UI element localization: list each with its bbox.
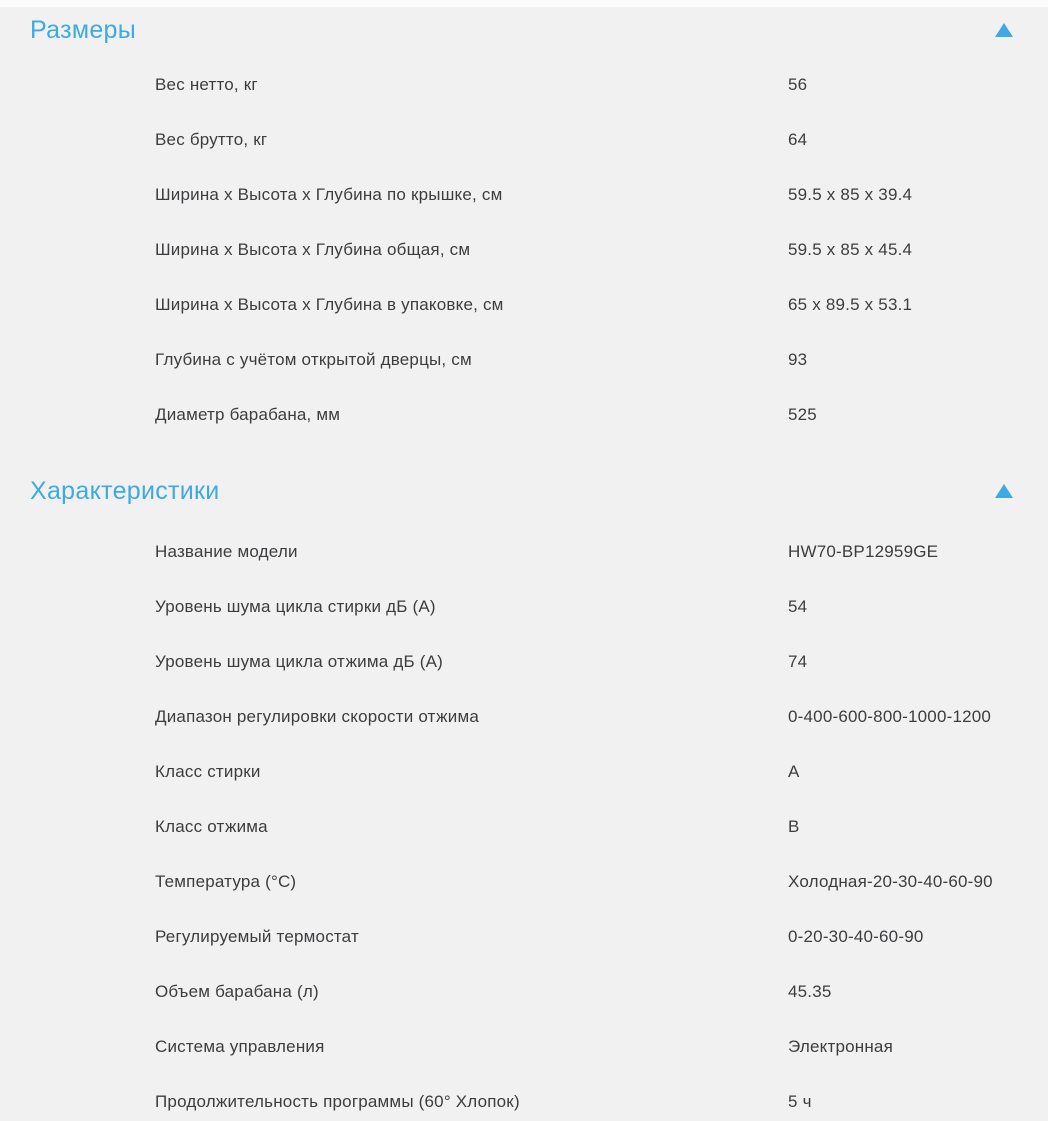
table-row <box>0 799 1048 854</box>
spec-label: Регулируемый термостат <box>155 926 359 946</box>
spec-value: 59.5 x 85 x 39.4 <box>788 184 913 204</box>
triangle-up-icon <box>995 484 1013 498</box>
spec-label: Продолжительность программы (60° Хлопок) <box>155 1091 520 1111</box>
spec-value: 45.35 <box>788 981 832 1001</box>
table-row <box>0 112 1048 167</box>
spec-label: Система управления <box>155 1036 325 1056</box>
spec-label: Класс стирки <box>155 761 261 781</box>
table-row <box>0 222 1048 277</box>
spec-value: 0-20-30-40-60-90 <box>788 926 924 946</box>
table-row <box>0 579 1048 634</box>
spec-value: 525 <box>788 404 817 424</box>
section-characteristics-title: Характеристики <box>30 476 220 505</box>
spec-value: Холодная-20-30-40-60-90 <box>788 871 993 891</box>
spec-label: Ширина x Высота x Глубина по крышке, см <box>155 184 503 204</box>
table-row <box>0 332 1048 387</box>
spec-label: Температура (°C) <box>155 871 297 891</box>
table-row <box>0 277 1048 332</box>
spec-value: A <box>788 761 800 781</box>
spec-value: HW70-BP12959GE <box>788 541 939 561</box>
spec-value: 65 x 89.5 x 53.1 <box>788 294 913 314</box>
spec-value: 64 <box>788 129 808 149</box>
table-row <box>0 1074 1048 1121</box>
spec-label: Объем барабана (л) <box>155 981 319 1001</box>
page-top-strip <box>0 0 1048 7</box>
spec-value: 0-400-600-800-1000-1200 <box>788 706 992 726</box>
spec-label: Диапазон регулировки скорости отжима <box>155 706 479 726</box>
table-row <box>0 524 1048 579</box>
section-dimensions-title: Размеры <box>30 15 136 44</box>
spec-label: Уровень шума цикла отжима дБ (А) <box>155 651 444 671</box>
table-row <box>0 387 1048 442</box>
table-row <box>0 964 1048 1019</box>
spec-value: 56 <box>788 74 808 94</box>
spec-value: 93 <box>788 349 808 369</box>
spec-value: 74 <box>788 651 808 671</box>
collapse-characteristics-button[interactable] <box>995 484 1013 498</box>
section-dimensions-header[interactable] <box>0 7 1048 53</box>
table-row <box>0 689 1048 744</box>
triangle-up-icon <box>995 23 1013 37</box>
table-row <box>0 634 1048 689</box>
spec-value: 54 <box>788 596 808 616</box>
spec-value: 59.5 x 85 x 45.4 <box>788 239 913 259</box>
spec-label: Название модели <box>155 541 298 561</box>
spec-label: Класс отжима <box>155 816 268 836</box>
section-characteristics-header[interactable] <box>0 468 1048 514</box>
spec-value: Электронная <box>788 1036 893 1056</box>
table-row <box>0 744 1048 799</box>
dimensions-rows <box>0 57 1048 442</box>
table-row <box>0 854 1048 909</box>
spec-label: Ширина x Высота x Глубина общая, см <box>155 239 471 259</box>
table-row <box>0 57 1048 112</box>
spec-label: Вес брутто, кг <box>155 129 268 149</box>
section-characteristics <box>0 468 1048 1121</box>
table-row <box>0 167 1048 222</box>
table-row <box>0 1019 1048 1074</box>
spec-value: 5 ч <box>788 1091 812 1111</box>
spec-label: Диаметр барабана, мм <box>155 404 341 424</box>
spec-label: Уровень шума цикла стирки дБ (А) <box>155 596 436 616</box>
collapse-dimensions-button[interactable] <box>995 23 1013 37</box>
spec-value: B <box>788 816 800 836</box>
spec-label: Глубина с учётом открытой дверцы, см <box>155 349 472 369</box>
spec-label: Ширина x Высота x Глубина в упаковке, см <box>155 294 504 314</box>
spec-label: Вес нетто, кг <box>155 74 258 94</box>
characteristics-rows <box>0 524 1048 1121</box>
table-row <box>0 909 1048 964</box>
section-dimensions <box>0 7 1048 442</box>
